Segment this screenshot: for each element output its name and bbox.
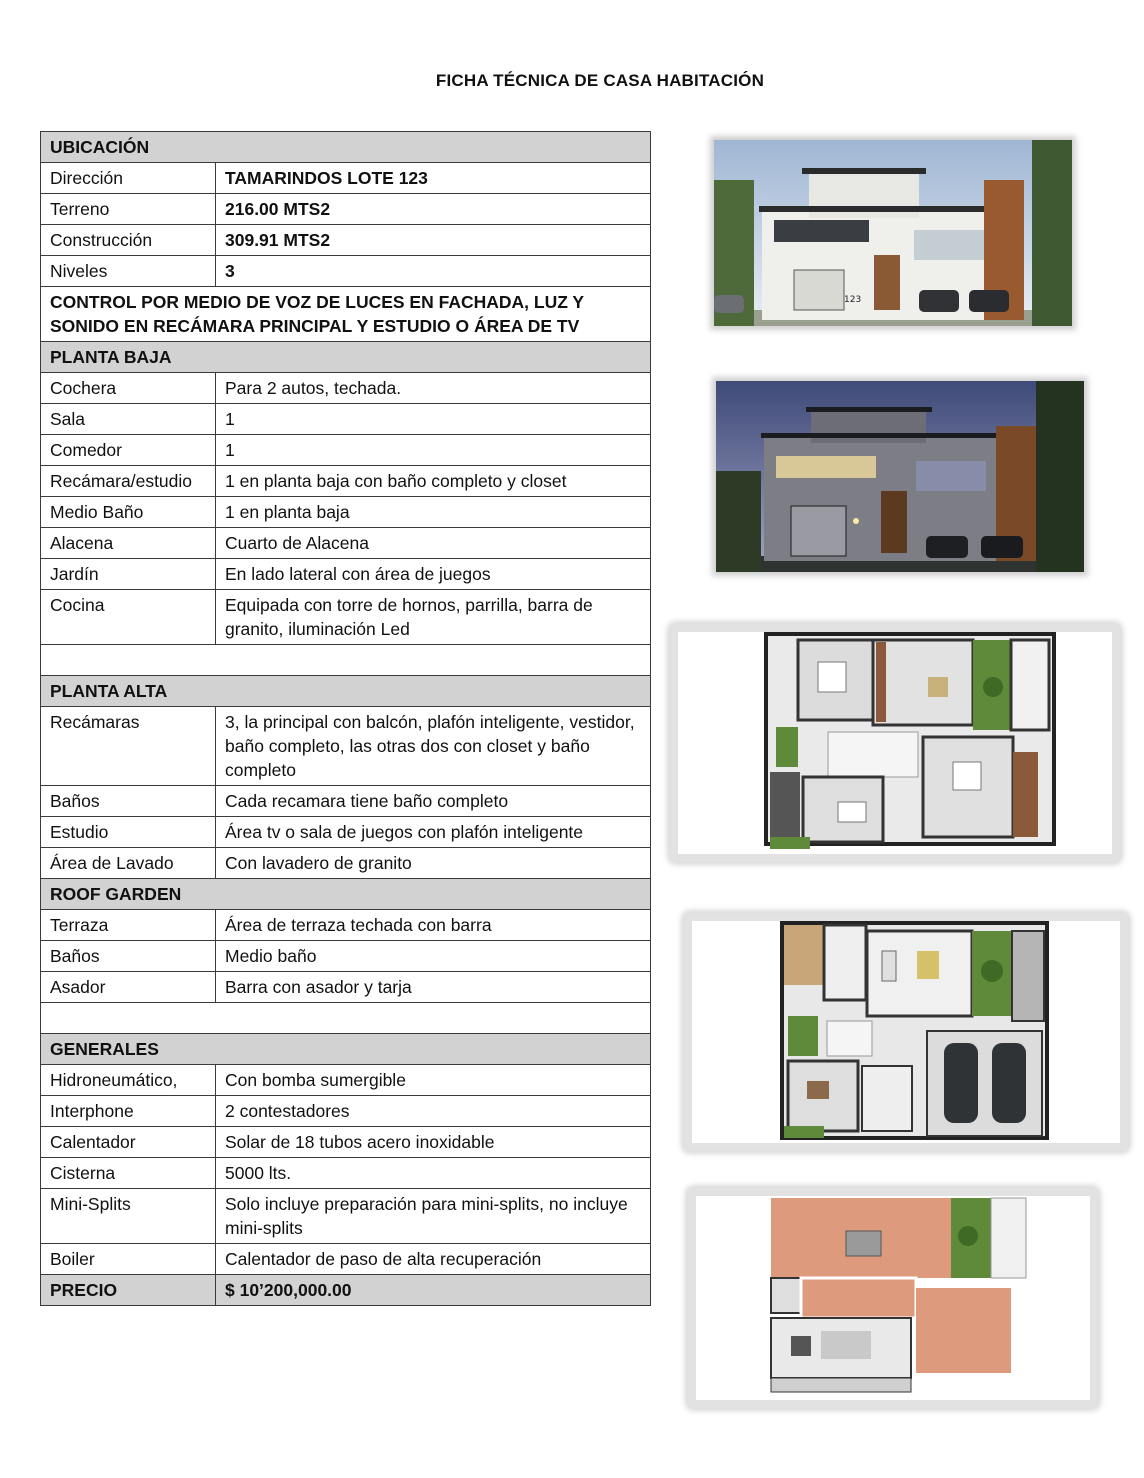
- row-label: Cochera: [41, 373, 216, 404]
- row-value: Cada recamara tiene baño completo: [216, 786, 651, 817]
- row-label: Terraza: [41, 910, 216, 941]
- row-label: Jardín: [41, 559, 216, 590]
- row-label: Sala: [41, 404, 216, 435]
- row-label: Mini-Splits: [41, 1189, 216, 1244]
- row-value: Área de terraza techada con barra: [216, 910, 651, 941]
- row-label: Cocina: [41, 590, 216, 645]
- table-row: [41, 194, 651, 225]
- row-label: Calentador: [41, 1127, 216, 1158]
- row-label: Recámaras: [41, 707, 216, 786]
- table-row: [41, 1096, 651, 1127]
- row-value: En lado lateral con área de juegos: [216, 559, 651, 590]
- row-label: Medio Baño: [41, 497, 216, 528]
- table-row: [41, 1158, 651, 1189]
- table-row: [41, 163, 651, 194]
- row-label: Terreno: [41, 194, 216, 225]
- table-row: [41, 817, 651, 848]
- row-label: Comedor: [41, 435, 216, 466]
- row-value: 309.91 MTS2: [216, 225, 651, 256]
- table-row: [41, 590, 651, 645]
- row-value: 2 contestadores: [216, 1096, 651, 1127]
- row-label: Niveles: [41, 256, 216, 287]
- table-row: [41, 435, 651, 466]
- table-row: [41, 910, 651, 941]
- row-value: Calentador de paso de alta recuperación: [216, 1244, 651, 1275]
- row-value: Barra con asador y tarja: [216, 972, 651, 1003]
- section-header-planta-alta: PLANTA ALTA: [41, 676, 651, 707]
- spec-table: [40, 131, 651, 1306]
- row-label: Dirección: [41, 163, 216, 194]
- table-row: [41, 941, 651, 972]
- upper-floor-plan: [670, 624, 1120, 862]
- row-value: 5000 lts.: [216, 1158, 651, 1189]
- row-value: Solar de 18 tubos acero inoxidable: [216, 1127, 651, 1158]
- row-value: 1: [216, 404, 651, 435]
- table-row: [41, 225, 651, 256]
- page-title: FICHA TÉCNICA DE CASA HABITACIÓN: [435, 71, 765, 90]
- price-row: [41, 1275, 651, 1306]
- table-row: [41, 1127, 651, 1158]
- blank-row: [41, 1003, 651, 1034]
- row-value: 216.00 MTS2: [216, 194, 651, 225]
- row-value: Para 2 autos, techada.: [216, 373, 651, 404]
- table-row: [41, 786, 651, 817]
- price-label: PRECIO: [41, 1275, 216, 1306]
- row-value: Cuarto de Alacena: [216, 528, 651, 559]
- row-label: Baños: [41, 786, 216, 817]
- table-row: [41, 1189, 651, 1244]
- row-label: Construcción: [41, 225, 216, 256]
- row-value: Con bomba sumergible: [216, 1065, 651, 1096]
- roof-garden-plan: [688, 1188, 1098, 1408]
- table-row: [41, 848, 651, 879]
- row-label: Área de Lavado: [41, 848, 216, 879]
- row-value: Solo incluye preparación para mini-splits, no incluye mini-splits: [216, 1189, 651, 1244]
- row-value: 1 en planta baja con baño completo y closet: [216, 466, 651, 497]
- table-row: [41, 972, 651, 1003]
- house-number-sign: 123: [844, 295, 862, 305]
- facade-day-render: [714, 140, 1072, 326]
- table-row: [41, 256, 651, 287]
- row-value: 1 en planta baja: [216, 497, 651, 528]
- row-label: Hidroneumático,: [41, 1065, 216, 1096]
- table-row: [41, 707, 651, 786]
- row-label: Baños: [41, 941, 216, 972]
- table-row: [41, 373, 651, 404]
- row-value: 3, la principal con balcón, plafón inteligente, vestidor, baño completo, las otras dos con closet y baño completo: [216, 707, 651, 786]
- section-header-ubicacion: UBICACIÓN: [41, 132, 651, 163]
- table-row: [41, 559, 651, 590]
- row-value: TAMARINDOS LOTE 123: [216, 163, 651, 194]
- table-row: [41, 528, 651, 559]
- section-header-roof-garden: ROOF GARDEN: [41, 879, 651, 910]
- row-value: Medio baño: [216, 941, 651, 972]
- row-label: Estudio: [41, 817, 216, 848]
- row-value: 3: [216, 256, 651, 287]
- section-header-planta-baja: PLANTA BAJA: [41, 342, 651, 373]
- row-label: Alacena: [41, 528, 216, 559]
- row-value: 1: [216, 435, 651, 466]
- row-label: Boiler: [41, 1244, 216, 1275]
- facade-night-render: [716, 381, 1084, 572]
- row-label: Recámara/estudio: [41, 466, 216, 497]
- row-label: Asador: [41, 972, 216, 1003]
- voice-control-note: CONTROL POR MEDIO DE VOZ DE LUCES EN FACHADA, LUZ Y SONIDO EN RECÁMARA PRINCIPAL Y ESTUDIO O ÁREA DE TV: [41, 287, 651, 342]
- row-value: Área tv o sala de juegos con plafón inteligente: [216, 817, 651, 848]
- table-row: [41, 497, 651, 528]
- price-value: $ 10’200,000.00: [216, 1275, 651, 1306]
- ground-floor-plan: [684, 913, 1128, 1151]
- row-label: Interphone: [41, 1096, 216, 1127]
- row-value: Con lavadero de granito: [216, 848, 651, 879]
- section-header-generales: GENERALES: [41, 1034, 651, 1065]
- table-row: [41, 466, 651, 497]
- blank-row: [41, 645, 651, 676]
- table-row: [41, 1244, 651, 1275]
- table-row: [41, 404, 651, 435]
- table-row: [41, 1065, 651, 1096]
- row-value: Equipada con torre de hornos, parrilla, barra de granito, iluminación Led: [216, 590, 651, 645]
- row-label: Cisterna: [41, 1158, 216, 1189]
